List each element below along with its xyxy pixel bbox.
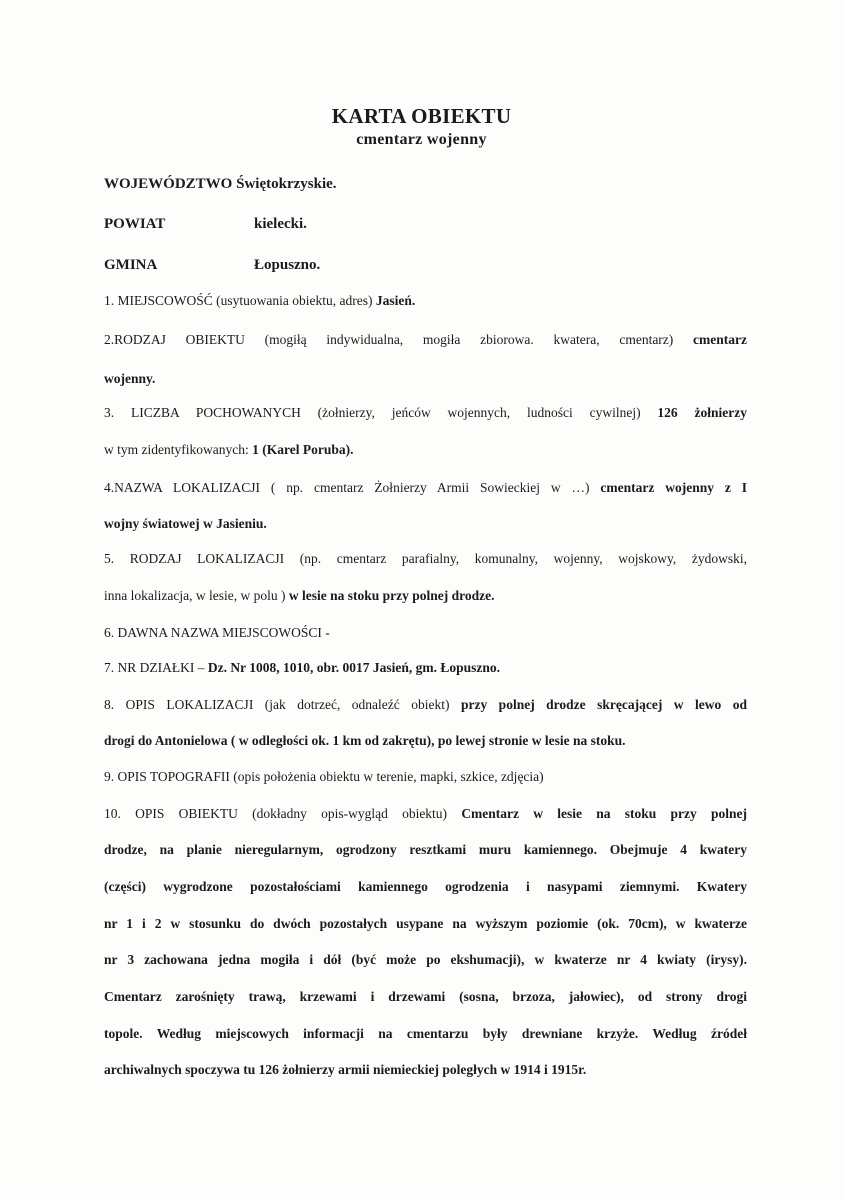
field-powiat: [104, 216, 307, 233]
field-gmina-value: Łopuszno.: [254, 257, 321, 273]
section-10-line-6: Cmentarz zarośnięty trawą, krzewami i drzewami (sosna, brzoza, jałowiec), od strony drogi: [104, 989, 747, 1004]
field-powiat-label: POWIAT: [104, 216, 166, 232]
field-wojewodztwo-label: WOJEWÓDZTWO: [104, 176, 233, 192]
section-8-value-1: przy polnej drodze skręcającej w lewo od: [460, 697, 747, 712]
section-3-line-2: [104, 440, 747, 460]
section-5-label-2: inna lokalizacja, w lesie, w polu ): [104, 588, 286, 603]
section-10-line-1: [104, 804, 747, 824]
section-10-line-3: (części) wygrodzone pozostałościami kamiennego ogrodzenia i nasypami ziemnymi. Kwatery: [104, 879, 747, 894]
section-2-line-2: wojenny.: [104, 371, 156, 386]
section-7: [104, 658, 747, 678]
section-8-line-2: drogi do Antonielowa ( w odległości ok. 1 km od zakrętu), po lewej stronie w lesie na stoku.: [104, 733, 626, 748]
section-5-value: w lesie na stoku przy polnej drodze.: [288, 588, 495, 603]
section-3-line-1: [104, 403, 747, 423]
section-10-line-4: nr 1 i 2 w stosunku do dwóch pozostałych usypane na wyższym poziomie (ok. 70cm), w kwaterze: [104, 916, 747, 931]
section-5-line-2: [104, 586, 747, 606]
document-title: KARTA OBIEKTU: [331, 104, 512, 128]
section-7-value: Dz. Nr 1008, 1010, obr. 0017 Jasień, gm. Łopuszno.: [207, 660, 501, 675]
section-1-label: 1. MIEJSCOWOŚĆ (usytuowania obiektu, adres): [104, 293, 373, 308]
section-2-line-1: [104, 330, 747, 350]
section-5-line-1: 5. RODZAJ LOKALIZACJI (np. cmentarz parafialny, komunalny, wojenny, wojskowy, żydowski,: [104, 551, 747, 566]
section-10-value-first: Cmentarz w lesie na stoku przy polnej: [461, 806, 747, 821]
field-wojewodztwo-value: Świętokrzyskie.: [236, 176, 337, 192]
field-gmina-label: GMINA: [104, 257, 158, 273]
section-1: [104, 291, 747, 311]
section-4-label: 4.NAZWA LOKALIZACJI ( np. cmentarz Żołnierzy Armii Sowieckiej w …): [104, 480, 590, 495]
field-powiat-value: kielecki.: [254, 216, 307, 232]
section-4-value-1: cmentarz wojenny z I: [600, 480, 747, 495]
section-10-label: 10. OPIS OBIEKTU (dokładny opis-wygląd obiektu): [104, 806, 448, 821]
section-10-line-5: nr 3 zachowana jedna mogiła i dół (być może po ekshumacji), w kwaterze nr 4 kwiaty (irysy).: [104, 952, 747, 967]
section-4-line-2: wojny światowej w Jasieniu.: [104, 516, 267, 531]
section-10-line-2: drodze, na planie nieregularnym, ogrodzony resztkami muru kamiennego. Obejmuje 4 kwatery: [104, 842, 747, 857]
section-10-line-8: archiwalnych spoczywa tu 126 żołnierzy armii niemieckiej poległych w 1914 i 1915r.: [104, 1062, 587, 1077]
section-7-label: 7. NR DZIAŁKI –: [104, 660, 205, 675]
section-3-label-2: w tym zidentyfikowanych:: [104, 442, 249, 457]
section-8-label: 8. OPIS LOKALIZACJI (jak dotrzeć, odnaleźć obiekt): [104, 697, 450, 712]
document-subtitle: cmentarz wojenny: [356, 131, 487, 148]
section-10-line-7: topole. Według miejscowych informacji na cmentarzu były drewniane krzyże. Według źródeł: [104, 1026, 747, 1041]
section-8-line-1: [104, 695, 747, 715]
field-gmina: [104, 257, 321, 274]
section-6: 6. DAWNA NAZWA MIEJSCOWOŚCI -: [104, 625, 330, 640]
section-3-label: 3. LICZBA POCHOWANYCH (żołnierzy, jeńców wojennych, ludności cywilnej): [104, 405, 641, 420]
section-2-label: 2.RODZAJ OBIEKTU (mogiłą indywidualna, mogiła zbiorowa. kwatera, cmentarz): [104, 332, 674, 347]
section-4-line-1: [104, 478, 747, 498]
section-3-value-1: 126 żołnierzy: [657, 405, 747, 420]
field-wojewodztwo: [104, 176, 337, 193]
section-3-value-2: 1 (Karel Poruba).: [252, 442, 354, 457]
section-1-value: Jasień.: [375, 293, 416, 308]
section-2-value-1: cmentarz: [693, 332, 747, 347]
section-9: 9. OPIS TOPOGRAFII (opis położenia obiektu w terenie, mapki, szkice, zdjęcia): [104, 769, 544, 784]
